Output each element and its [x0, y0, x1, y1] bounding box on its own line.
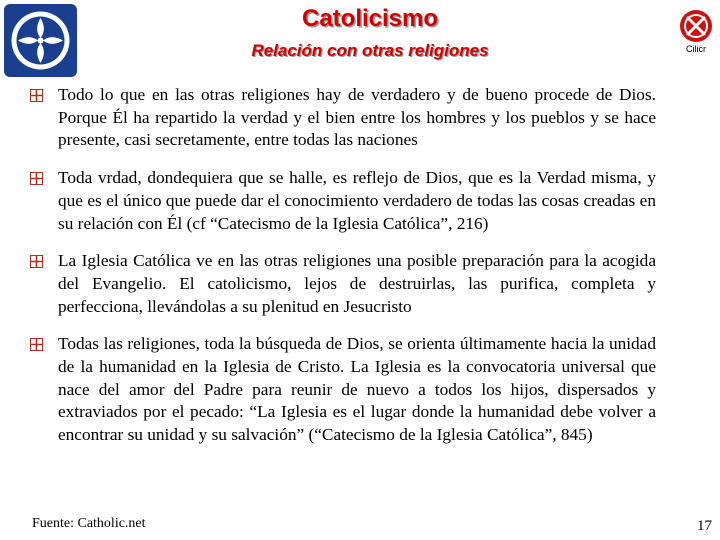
bullet-item: [30, 84, 656, 152]
footer-source: Fuente: Catholic.net: [32, 516, 146, 531]
bullet-item: [30, 167, 656, 235]
bullet-text: La Iglesia Católica ve en las otras religiones una posible preparación para la acogida del Evangelio. El catolicismo, lejos de destruirlas, las purifica, completa y perfecciona, llevándolas a su plenitud en Jesucristo: [58, 251, 656, 316]
bullet-text: Todas las religiones, toda la búsqueda de Dios, se orienta últimamente hacia la unidad de la humanidad en la Iglesia de Cristo. La Iglesia es la convocatoria universal que nace del amor del Padre para reunir de nuevo a todos los hijos, dispersados y extraviados por el pecado: “La Iglesia es el lugar donde la humanidad debe volver a encontrar su unidad y su salvación” (“Catecismo de la Iglesia Católica”, 845): [58, 334, 656, 445]
bullet-marker-icon: [30, 255, 43, 268]
page-number: 17: [697, 518, 712, 534]
bullet-item: [30, 333, 656, 447]
cilic-label: Cilicr: [686, 44, 706, 54]
bullet-text: Toda vrdad, dondequiera que se halle, es reflejo de Dios, que es la Verdad misma, y que es el único que puede dar el conocimiento verdadero de todas las cosas creadas en su relación con Él (cf “Catecismo de la Iglesia Católica”, 216): [58, 168, 656, 233]
bullet-item: [30, 250, 656, 318]
bullet-marker-icon: [30, 338, 43, 351]
blue-cross-logo-icon: [4, 4, 77, 77]
cilic-logo-icon: [678, 8, 714, 58]
bullet-text: Todo lo que en las otras religiones hay de verdadero y de bueno procede de Dios. Porque Él ha repartido la verdad y el bien entre los hombres y los pueblos y se hace presente, casi secretamente, entre todas las naciones: [58, 85, 656, 150]
bullet-marker-icon: [30, 89, 43, 102]
bullet-marker-icon: [30, 172, 43, 185]
bullet-list: [30, 84, 656, 462]
page-title: Catolicismo: [301, 5, 439, 32]
page-subtitle: Relación con otras religiones: [251, 41, 489, 60]
